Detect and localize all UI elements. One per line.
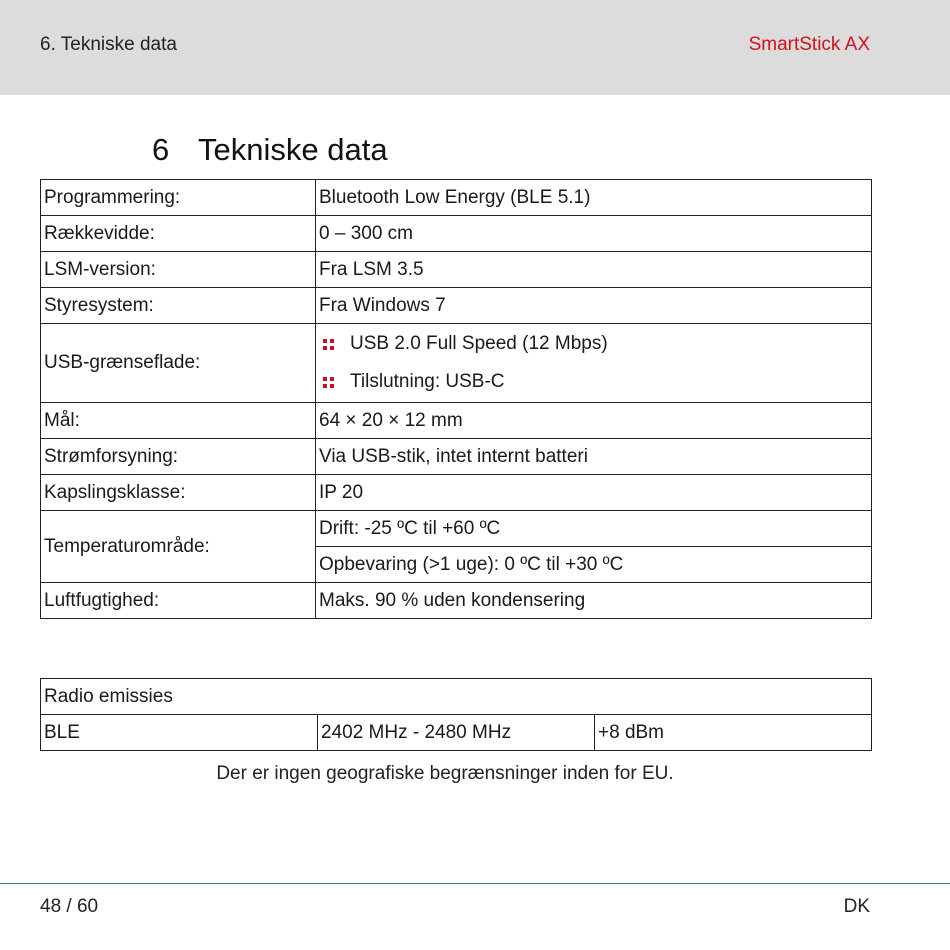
spec-label: Rækkevidde:	[41, 216, 316, 252]
spec-value: Via USB-stik, intet internt batteri	[316, 439, 872, 475]
page-number: 48 / 60	[40, 896, 99, 917]
spec-value: Opbevaring (>1 uge): 0 ºC til +30 ºC	[316, 547, 872, 583]
spec-label: Kapslingsklasse:	[41, 475, 316, 511]
page-header	[0, 0, 950, 95]
title-number: 6	[152, 132, 170, 167]
spec-value-list	[316, 324, 872, 403]
list-item	[319, 363, 868, 401]
table-row	[41, 288, 872, 324]
table-row	[41, 679, 872, 715]
table-row	[41, 475, 872, 511]
spec-value: Fra LSM 3.5	[316, 252, 872, 288]
spec-table	[40, 179, 872, 619]
spec-label: Mål:	[41, 403, 316, 439]
spec-label: Strømforsyning:	[41, 439, 316, 475]
spec-value: IP 20	[316, 475, 872, 511]
table-row	[41, 403, 872, 439]
spec-value: 0 – 300 cm	[316, 216, 872, 252]
spec-label: USB-grænseflade:	[41, 324, 316, 403]
title-text: Tekniske data	[198, 132, 388, 167]
spec-value: Drift: -25 ºC til +60 ºC	[316, 511, 872, 547]
table-row	[41, 252, 872, 288]
header-product: SmartStick AX	[748, 34, 870, 55]
radio-frequency: 2402 MHz - 2480 MHz	[318, 715, 595, 751]
spec-value: Fra Windows 7	[316, 288, 872, 324]
spec-value: Maks. 90 % uden kondensering	[316, 583, 872, 619]
spec-label: Programmering:	[41, 180, 316, 216]
radio-tech: BLE	[41, 715, 318, 751]
table-row	[41, 180, 872, 216]
list-item-text: Tilslutning: USB-C	[350, 371, 505, 392]
radio-power: +8 dBm	[595, 715, 872, 751]
radio-table	[40, 678, 872, 751]
spec-value: 64 × 20 × 12 mm	[316, 403, 872, 439]
table-row	[41, 324, 872, 403]
bullet-icon	[323, 377, 334, 388]
table-row	[41, 511, 872, 547]
bullet-icon	[323, 339, 334, 350]
table-row	[41, 216, 872, 252]
geo-note: Der er ingen geografiske begrænsninger inden for EU.	[216, 763, 674, 784]
spec-label: Styresystem:	[41, 288, 316, 324]
list-item	[319, 325, 868, 363]
table-row	[41, 583, 872, 619]
footer-divider	[0, 883, 950, 884]
table-row	[41, 715, 872, 751]
language-code: DK	[843, 896, 870, 917]
spec-label: Temperaturområde:	[41, 511, 316, 583]
table-row	[41, 439, 872, 475]
radio-header: Radio emissies	[41, 679, 872, 715]
header-section: 6. Tekniske data	[40, 34, 177, 55]
spec-label: LSM-version:	[41, 252, 316, 288]
page-title	[152, 132, 388, 168]
list-item-text: USB 2.0 Full Speed (12 Mbps)	[350, 333, 608, 354]
spec-value: Bluetooth Low Energy (BLE 5.1)	[316, 180, 872, 216]
spec-label: Luftfugtighed:	[41, 583, 316, 619]
